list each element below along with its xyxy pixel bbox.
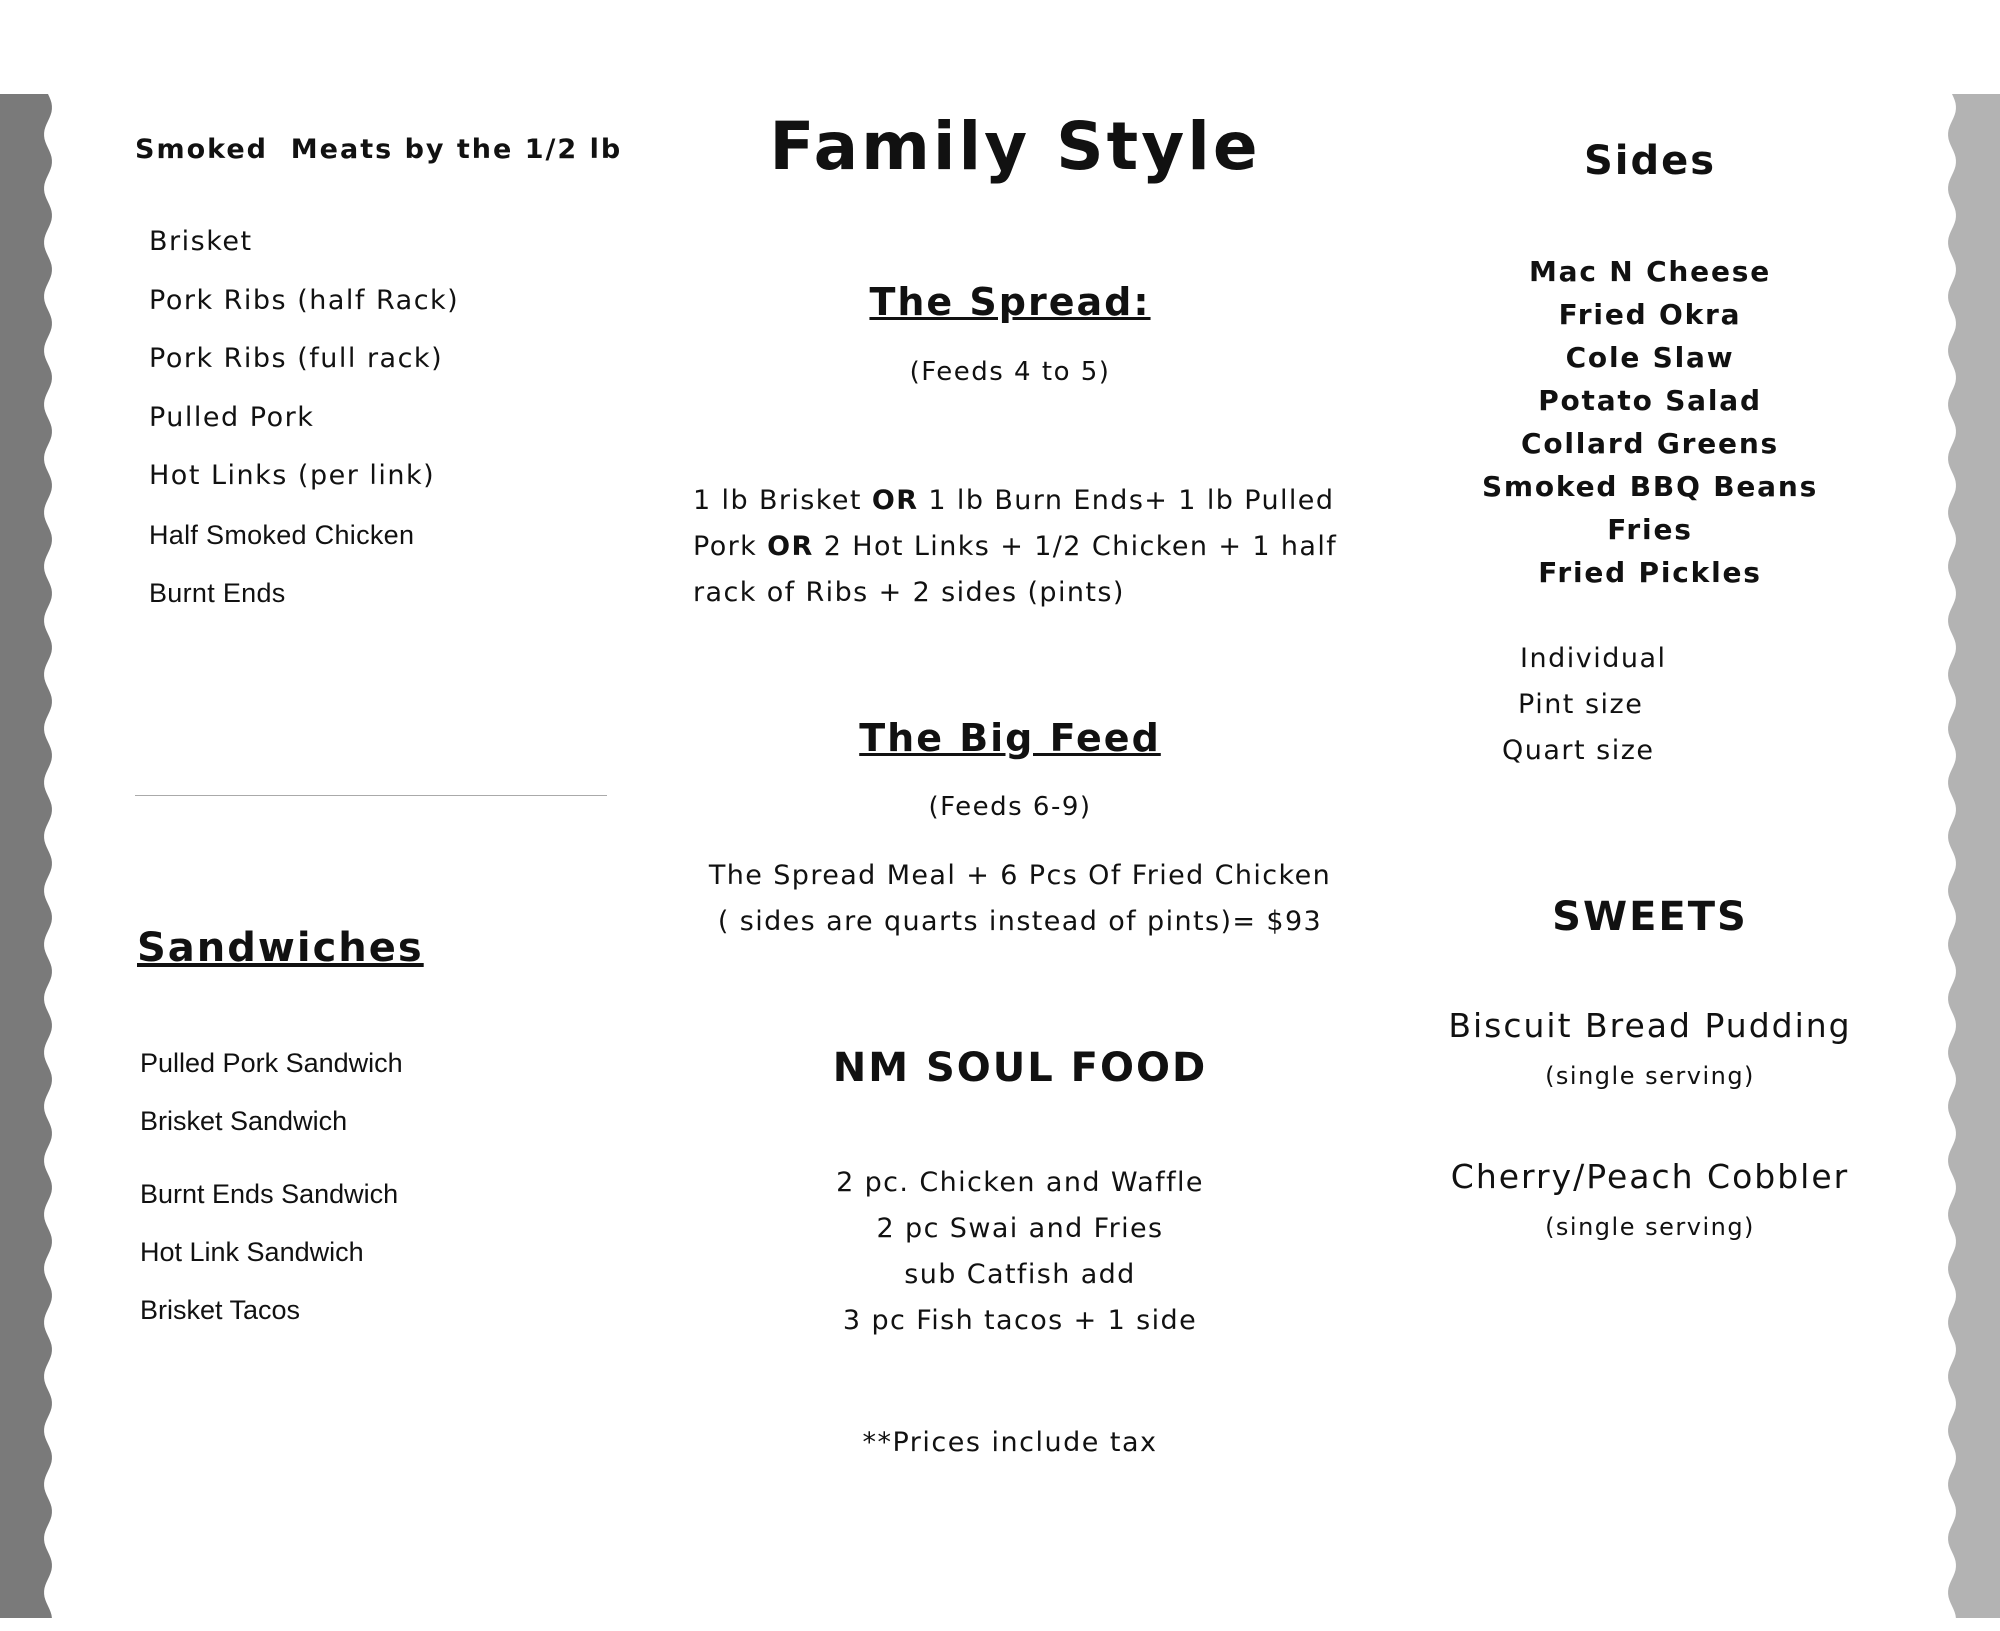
soul-food-item: 2 pc. Chicken and Waffle [836, 1167, 1204, 1198]
sandwich-item: Pulled Pork Sandwich [140, 1048, 403, 1078]
the-spread-serves: (Feeds 4 to 5) [909, 357, 1111, 387]
side-item: Potato Salad [1538, 384, 1762, 417]
sides-heading: Sides [1583, 138, 1717, 184]
side-item: Fried Pickles [1538, 556, 1762, 589]
soul-food-item: 2 pc Swai and Fries [876, 1213, 1164, 1244]
soul-food-item: 3 pc Fish tacos + 1 side [842, 1305, 1198, 1336]
sandwich-item: Burnt Ends Sandwich [140, 1179, 399, 1209]
big-feed-description [690, 853, 1350, 945]
side-size-item: Individual [1520, 643, 1667, 674]
sweet-item-note: (single serving) [1545, 1062, 1755, 1090]
side-item: Mac N Cheese [1528, 255, 1771, 288]
sweets-heading: SWEETS [1552, 894, 1748, 940]
big-feed-line: The Spread Meal + 6 Pcs Of Fried Chicken [708, 860, 1332, 891]
meat-item: Burnt Ends [149, 578, 286, 608]
the-spread-description: 1 lb Brisket OR 1 lb Burn Ends+ 1 lb Pulled Pork OR 2 Hot Links + 1/2 Chicken + 1 half rack of Ribs + 2 sides (pints) [693, 485, 1338, 608]
sandwich-item: Brisket Tacos [140, 1295, 301, 1325]
side-item: Fried Okra [1558, 298, 1742, 331]
sandwich-item: Hot Link Sandwich [140, 1237, 364, 1267]
meat-item: Half Smoked Chicken [149, 519, 415, 550]
left-wavy-border [0, 94, 60, 1618]
meat-item: Pulled Pork [149, 401, 315, 433]
sweet-item-name: Cherry/Peach Cobbler [1450, 1157, 1850, 1196]
sweet-item-name: Biscuit Bread Pudding [1448, 1006, 1852, 1045]
meat-item: Pork Ribs (half Rack) [149, 284, 460, 316]
sandwiches-heading: Sandwiches [137, 925, 424, 971]
meat-item: Hot Links (per link) [149, 460, 436, 491]
sweet-item-note: (single serving) [1545, 1213, 1755, 1241]
side-item: Fries [1607, 513, 1693, 546]
side-size-item: Pint size [1518, 689, 1644, 720]
side-size-item: Quart size [1502, 735, 1655, 766]
sides-list [1450, 250, 1850, 594]
soul-food-list [740, 1160, 1300, 1344]
big-feed-serves: (Feeds 6-9) [928, 792, 1092, 822]
right-wavy-border [1940, 94, 2000, 1618]
the-spread-heading: The Spread: [869, 280, 1151, 324]
meat-item: Pork Ribs (full rack) [149, 343, 444, 374]
sandwich-item: Brisket Sandwich [140, 1106, 348, 1136]
smoked-meats-heading: Smoked Meats by the 1/2 lb [135, 134, 623, 165]
side-item: Collard Greens [1520, 427, 1780, 460]
side-item: Smoked BBQ Beans [1481, 470, 1819, 503]
section-divider [135, 795, 607, 796]
sandwiches-list [140, 1043, 403, 1348]
soul-food-heading: NM SOUL FOOD [832, 1045, 1208, 1091]
side-item: Cole Slaw [1565, 341, 1735, 374]
big-feed-heading: The Big Feed [859, 716, 1161, 760]
big-feed-line: ( sides are quarts instead of pints)= $93 [717, 906, 1323, 937]
side-size-list [1490, 636, 1667, 774]
page-title: Family Style [769, 108, 1261, 185]
soul-food-item: sub Catfish add [904, 1259, 1136, 1290]
smoked-meats-list [149, 222, 459, 632]
tax-note: **Prices include tax [862, 1427, 1158, 1458]
meat-item: Brisket [149, 226, 253, 257]
